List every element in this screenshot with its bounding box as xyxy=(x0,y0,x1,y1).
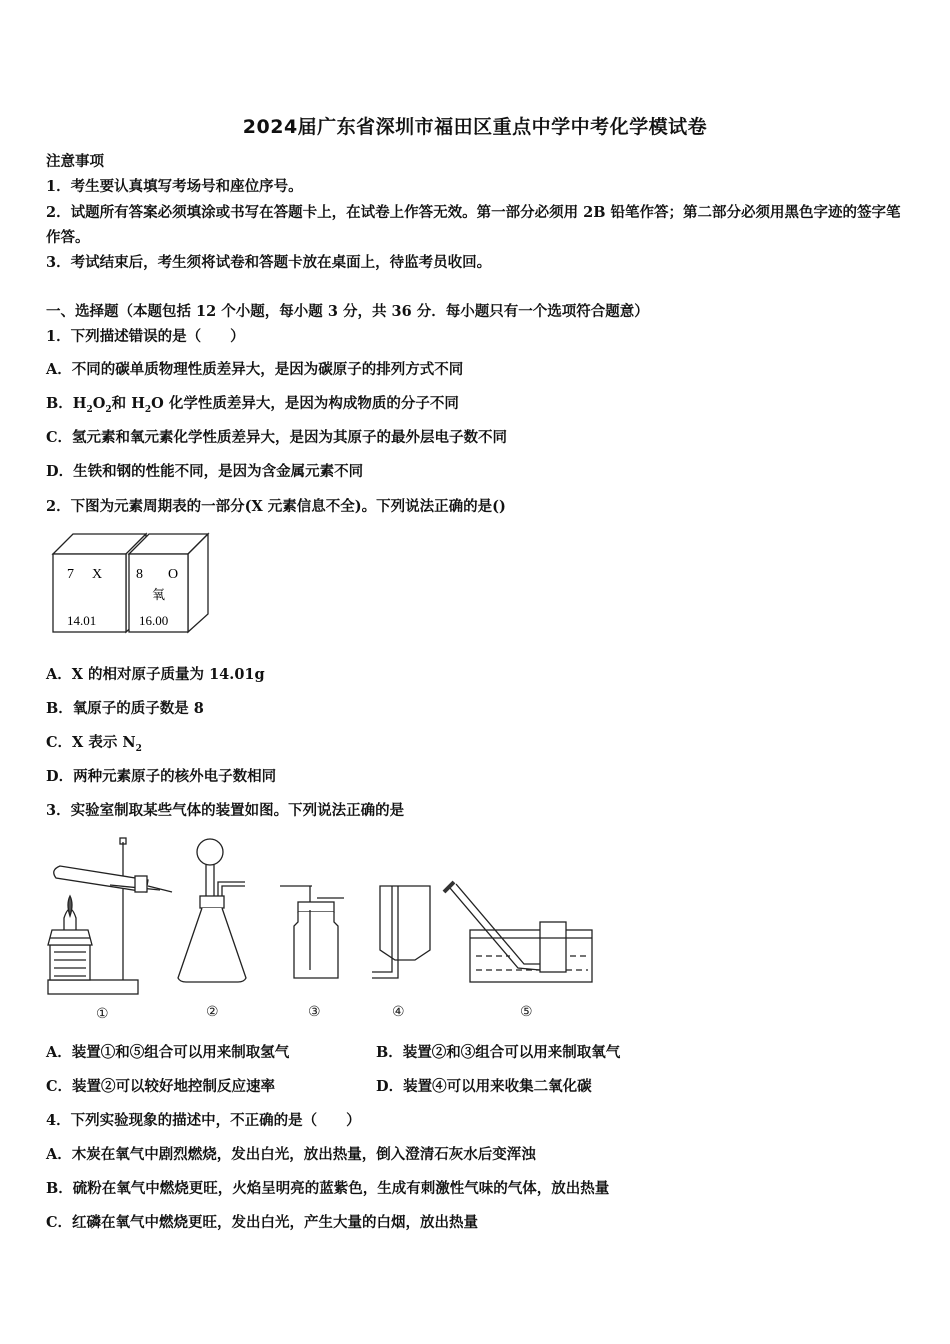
notice-item-1: 1．考生要认真填写考场号和座位序号。 xyxy=(46,178,303,195)
element-cell-o xyxy=(129,534,208,632)
q3-option-b: B．装置②和③组合可以用来制取氧气 xyxy=(376,1044,621,1061)
q3-option-c: C．装置②可以较好地控制反应速率 xyxy=(46,1078,276,1095)
cell-o-mass: 16.00 xyxy=(139,613,169,628)
apparatus-3-gas-bottle xyxy=(280,886,344,978)
q4-stem: 4．下列实验现象的描述中，不正确的是（ ） xyxy=(46,1112,361,1129)
q1-b-text-4: O 化学性质差异大，是因为构成物质的分子不同 xyxy=(151,395,459,412)
q2-option-d: D．两种元素原子的核外电子数相同 xyxy=(46,768,277,785)
section-heading: 一、选择题（本题包括 12 个小题，每小题 3 分，共 36 分．每小题只有一个选项符合题意） xyxy=(46,303,649,320)
q2-stem: 2．下图为元素周期表的一部分(X 元素信息不全)。下列说法正确的是() xyxy=(46,498,506,515)
q1-b-sub-1: 2 xyxy=(86,404,93,415)
apparatus-label-5: ⑤ xyxy=(520,1004,533,1020)
page-title: 2024届广东省深圳市福田区重点中学中考化学模试卷 xyxy=(242,116,708,138)
cell-x-symbol: X xyxy=(92,567,103,582)
apparatus-label-2: ② xyxy=(206,1004,219,1020)
apparatus-label-4: ④ xyxy=(392,1004,405,1020)
q2-option-b: B．氧原子的质子数是 8 xyxy=(46,700,204,717)
q1-b-sub-3: 2 xyxy=(144,404,152,415)
q2-option-c xyxy=(46,733,142,759)
q4-option-c: C．红磷在氧气中燃烧更旺，发出白光，产生大量的白烟，放出热量 xyxy=(46,1214,479,1231)
apparatus-label-1: ① xyxy=(96,1006,109,1022)
cell-o-name: 氧 xyxy=(152,587,166,602)
cell-x-number: 7 xyxy=(67,567,74,582)
q1-stem: 1．下列描述错误的是（ ） xyxy=(46,328,245,345)
q1-option-b xyxy=(46,394,459,420)
apparatus-figure xyxy=(40,830,610,1030)
q1-option-d: D．生铁和钢的性能不同，是因为含金属元素不同 xyxy=(46,463,364,480)
q1-option-c: C．氢元素和氧元素化学性质差异大，是因为其原子的最外层电子数不同 xyxy=(46,429,508,446)
q1-b-text-3: 和 H xyxy=(111,395,145,412)
q1-option-a: A．不同的碳单质物理性质差异大，是因为碳原子的排列方式不同 xyxy=(46,361,464,378)
q4-option-b: B．硫粉在氧气中燃烧更旺，火焰呈明亮的蓝紫色，生成有刺激性气味的气体，放出热量 xyxy=(46,1180,610,1197)
q1-b-text-1: B．H xyxy=(46,395,87,412)
q4-option-a: A．木炭在氧气中剧烈燃烧，发出白光，放出热量，倒入澄清石灰水后变浑浊 xyxy=(46,1146,536,1163)
q2-c-sub: 2 xyxy=(135,743,142,754)
q1-b-sub-2: 2 xyxy=(105,404,112,415)
apparatus-5-water-trough xyxy=(444,882,592,982)
cell-o-number: 8 xyxy=(136,567,143,582)
apparatus-4-inverted-bottle xyxy=(372,886,430,978)
notice-heading: 注意事项 xyxy=(46,153,104,170)
cell-x-mass: 14.01 xyxy=(67,613,97,628)
q1-b-text-2: O xyxy=(92,395,106,412)
apparatus-2-conical-flask xyxy=(178,839,246,982)
apparatus-label-3: ③ xyxy=(308,1004,321,1020)
notice-item-3: 3．考试结束后，考生须将试卷和答题卡放在桌面上，待监考员收回。 xyxy=(46,254,492,271)
q3-stem: 3．实验室制取某些气体的装置如图。下列说法正确的是 xyxy=(46,802,405,819)
periodic-table-figure xyxy=(50,532,215,637)
q3-option-a: A．装置①和⑤组合可以用来制取氢气 xyxy=(46,1044,290,1061)
apparatus-1-heating-setup xyxy=(48,838,172,994)
q2-option-a: A．X 的相对原子质量为 14.01g xyxy=(46,666,265,683)
q2-c-text: C．X 表示 N xyxy=(46,734,136,751)
notice-item-2: 2．试题所有答案必须填涂或书写在答题卡上，在试卷上作答无效。第一部分必须用 2B 铅笔作答；第二部分必须用黑色字迹的签字笔作答。 xyxy=(46,204,901,246)
q3-option-d: D．装置④可以用来收集二氧化碳 xyxy=(376,1078,592,1095)
cell-o-symbol: O xyxy=(168,567,179,582)
